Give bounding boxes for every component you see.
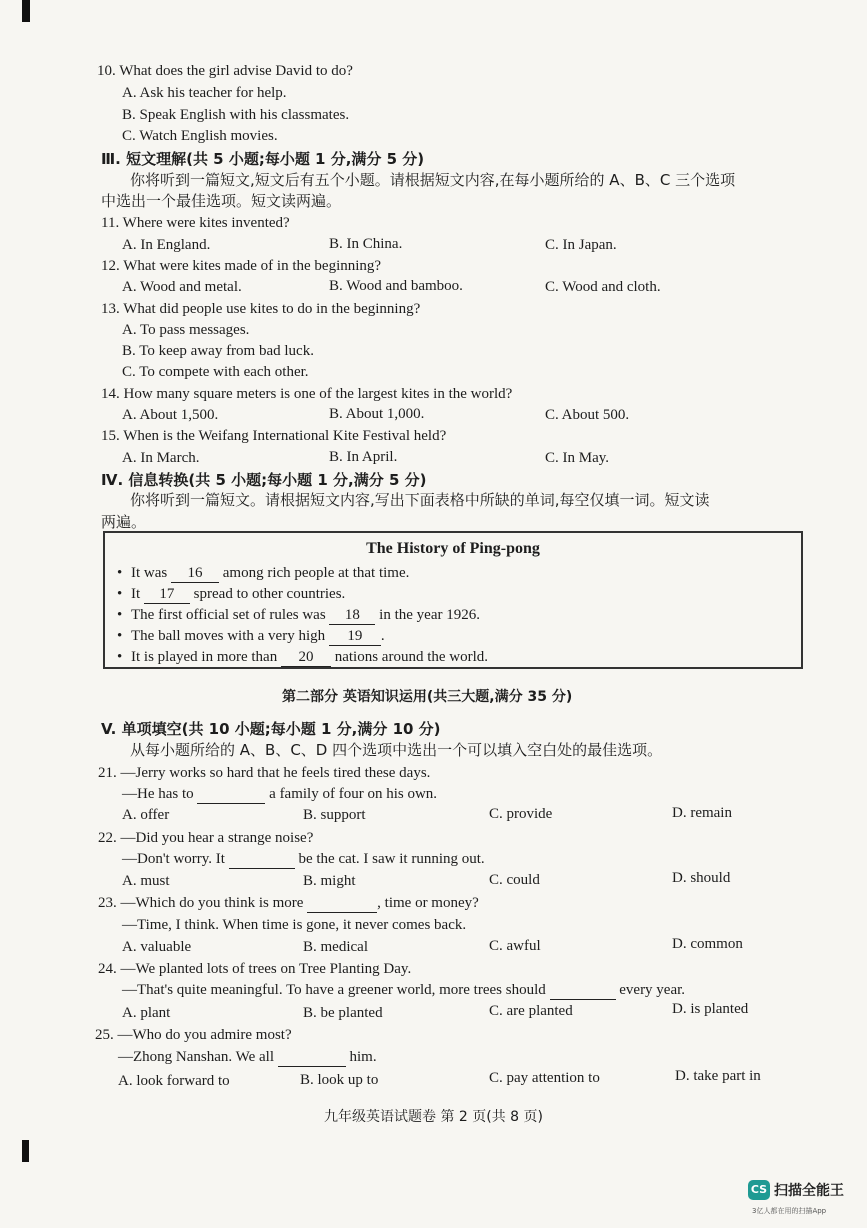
q15-option-c: C. In May. xyxy=(545,450,610,466)
q23-option-b: B. medical xyxy=(303,939,368,955)
answer-blank-19[interactable]: 19 xyxy=(329,628,381,646)
question-14: 14. How many square meters is one of the largest kites in the world? xyxy=(101,386,513,402)
q12-option-a: A. Wood and metal. xyxy=(122,279,242,295)
q25-option-c: C. pay attention to xyxy=(489,1070,600,1086)
q24-option-b: B. be planted xyxy=(303,1005,383,1021)
camscanner-tagline: 3亿人都在用的扫描App xyxy=(752,1207,827,1215)
q15-option-a: A. In March. xyxy=(122,450,200,466)
q13-option-b: B. To keep away from bad luck. xyxy=(122,343,314,359)
q13-option-c: C. To compete with each other. xyxy=(122,364,309,380)
answer-blank-25[interactable] xyxy=(278,1048,346,1067)
section-4-instruction-1: 你将听到一篇短文。请根据短文内容,写出下面表格中所缺的单词,每空仅填一词。短文读 xyxy=(130,491,710,509)
section-3-heading: Ⅲ. 短文理解(共 5 小题;每小题 1 分,满分 5 分) xyxy=(101,150,425,168)
question-23: 23. —Which do you think is more , time or money? xyxy=(98,895,479,911)
table-row: • The first official set of rules was 18 in the year 1926. xyxy=(117,607,480,623)
table-row: • The ball moves with a very high 19 . xyxy=(117,628,385,644)
section-4-heading: Ⅳ. 信息转换(共 5 小题;每小题 1 分,满分 5 分) xyxy=(101,471,427,489)
q23-option-d: D. common xyxy=(672,936,743,952)
question-23-line-2: —Time, I think. When time is gone, it never comes back. xyxy=(122,917,467,933)
question-13: 13. What did people use kites to do in the beginning? xyxy=(101,301,421,317)
bullet-icon: • xyxy=(117,607,123,623)
page-footer: 九年级英语试题卷 第 2 页(共 8 页) xyxy=(324,1109,543,1125)
q12-option-c: C. Wood and cloth. xyxy=(545,279,661,295)
question-21-line-2: —He has to a family of four on his own. xyxy=(122,786,438,802)
question-12: 12. What were kites made of in the beginning? xyxy=(101,258,382,274)
part-2-heading: 第二部分 英语知识运用(共三大题,满分 35 分) xyxy=(282,689,573,705)
info-transfer-table xyxy=(103,531,803,669)
answer-blank-22[interactable] xyxy=(229,850,295,869)
q10-option-b: B. Speak English with his classmates. xyxy=(122,107,350,123)
section-3-instruction-1: 你将听到一篇短文,短文后有五个小题。请根据短文内容,在每小题所给的 A、B、C 三个选项 xyxy=(130,171,736,189)
answer-blank-18[interactable]: 18 xyxy=(329,607,375,625)
q11-option-c: C. In Japan. xyxy=(545,237,617,253)
q21-option-c: C. provide xyxy=(489,806,553,822)
bullet-icon: • xyxy=(117,565,123,581)
question-22-line-2: —Don't worry. It be the cat. I saw it running out. xyxy=(122,851,485,867)
camscanner-logo-icon: CS xyxy=(748,1180,770,1200)
q14-option-c: C. About 500. xyxy=(545,407,630,423)
question-10: 10. What does the girl advise David to do? xyxy=(97,63,353,79)
scan-edge-mark-bottom xyxy=(22,1140,29,1162)
q25-option-d: D. take part in xyxy=(675,1068,761,1084)
question-15: 15. When is the Weifang International Kite Festival held? xyxy=(101,428,447,444)
question-11: 11. Where were kites invented? xyxy=(101,215,290,231)
q21-option-d: D. remain xyxy=(672,805,732,821)
q10-option-c: C. Watch English movies. xyxy=(122,128,278,144)
question-24-line-2: —That's quite meaningful. To have a greener world, more trees should every year. xyxy=(122,982,686,998)
q23-option-a: A. valuable xyxy=(122,939,192,955)
answer-blank-24[interactable] xyxy=(550,981,616,1000)
q25-option-a: A. look forward to xyxy=(118,1073,230,1089)
q11-option-a: A. In England. xyxy=(122,237,211,253)
table-title: The History of Ping-pong xyxy=(366,540,540,557)
camscanner-name: 扫描全能王 xyxy=(774,1183,844,1199)
bullet-icon: • xyxy=(117,649,123,665)
question-24: 24. —We planted lots of trees on Tree Planting Day. xyxy=(98,961,412,977)
q22-option-d: D. should xyxy=(672,870,731,886)
q25-option-b: B. look up to xyxy=(300,1072,379,1088)
bullet-icon: • xyxy=(117,586,123,602)
section-5-heading: V. 单项填空(共 10 小题;每小题 1 分,满分 10 分) xyxy=(101,720,441,738)
answer-blank-21[interactable] xyxy=(197,785,265,804)
section-3-instruction-2: 中选出一个最佳选项。短文读两遍。 xyxy=(101,192,342,210)
q23-option-c: C. awful xyxy=(489,938,541,954)
section-5-instruction: 从每小题所给的 A、B、C、D 四个选项中选出一个可以填入空白处的最佳选项。 xyxy=(130,741,663,759)
section-4-instruction-2: 两遍。 xyxy=(101,513,147,531)
table-row: • It was 16 among rich people at that time. xyxy=(117,565,410,581)
table-row: • It 17 spread to other countries. xyxy=(117,586,346,602)
q24-option-c: C. are planted xyxy=(489,1003,573,1019)
q15-option-b: B. In April. xyxy=(329,449,398,465)
q14-option-a: A. About 1,500. xyxy=(122,407,219,423)
q21-option-b: B. support xyxy=(303,807,366,823)
answer-blank-16[interactable]: 16 xyxy=(171,565,219,583)
scan-edge-mark-top xyxy=(22,0,30,22)
q11-option-b: B. In China. xyxy=(329,236,403,252)
q21-option-a: A. offer xyxy=(122,807,170,823)
q22-option-b: B. might xyxy=(303,873,356,889)
q24-option-a: A. plant xyxy=(122,1005,171,1021)
q14-option-b: B. About 1,000. xyxy=(329,406,425,422)
answer-blank-20[interactable]: 20 xyxy=(281,649,331,667)
question-22: 22. —Did you hear a strange noise? xyxy=(98,830,314,846)
table-row: • It is played in more than 20 nations around the world. xyxy=(117,649,489,665)
answer-blank-17[interactable]: 17 xyxy=(144,586,190,604)
bullet-icon: • xyxy=(117,628,123,644)
q13-option-a: A. To pass messages. xyxy=(122,322,250,338)
answer-blank-23[interactable] xyxy=(307,894,377,913)
q22-option-c: C. could xyxy=(489,872,540,888)
q22-option-a: A. must xyxy=(122,873,170,889)
question-25-line-2: —Zhong Nanshan. We all him. xyxy=(118,1049,377,1065)
q10-option-a: A. Ask his teacher for help. xyxy=(122,85,287,101)
q24-option-d: D. is planted xyxy=(672,1001,749,1017)
q12-option-b: B. Wood and bamboo. xyxy=(329,278,463,294)
question-25: 25. —Who do you admire most? xyxy=(95,1027,292,1043)
question-21: 21. —Jerry works so hard that he feels tired these days. xyxy=(98,765,431,781)
